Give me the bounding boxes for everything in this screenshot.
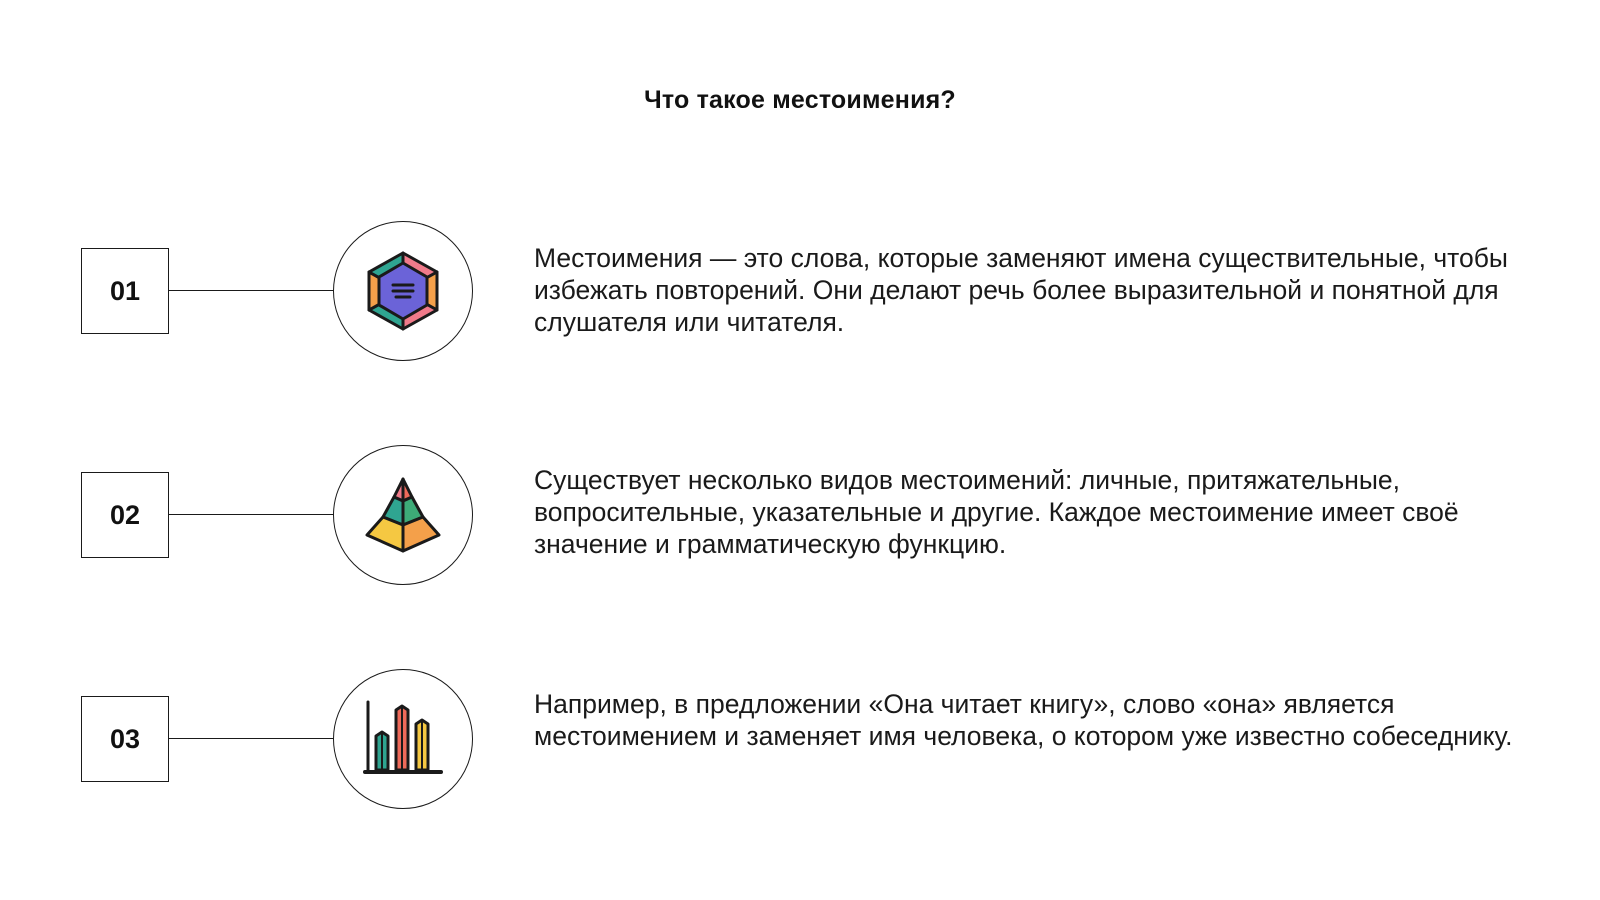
connector-line (169, 290, 334, 291)
step-icon-circle (333, 221, 473, 361)
connector-line (169, 514, 334, 515)
step-item-3 (0, 669, 1600, 813)
step-number-box: 01 (81, 248, 169, 334)
step-number-box: 02 (81, 472, 169, 558)
pyramid-icon (363, 475, 443, 555)
hexagon-list-icon (365, 250, 441, 332)
step-description: Существует несколько видов местоимений: личные, притяжательные, вопросительные, указательные и другие. Каждое местоимение имеет своё значение и грамматическую функцию. (534, 465, 1459, 559)
bar-chart-icon (362, 698, 444, 780)
step-description: Например, в предложении «Она читает книгу», слово «она» является местоимением и заменяет имя человека, о котором уже известно собеседнику. (534, 689, 1513, 751)
connector-line (169, 738, 334, 739)
step-icon-circle (333, 445, 473, 585)
step-icon-circle (333, 669, 473, 809)
page-title: Что такое местоимения? (644, 86, 956, 114)
step-item-1 (0, 221, 1600, 365)
step-number-box: 03 (81, 696, 169, 782)
step-item-2 (0, 445, 1600, 589)
step-description: Местоимения — это слова, которые заменяют имена существительные, чтобы избежать повторений. Они делают речь более выразительной и понятной для слушателя или читателя. (534, 243, 1508, 337)
